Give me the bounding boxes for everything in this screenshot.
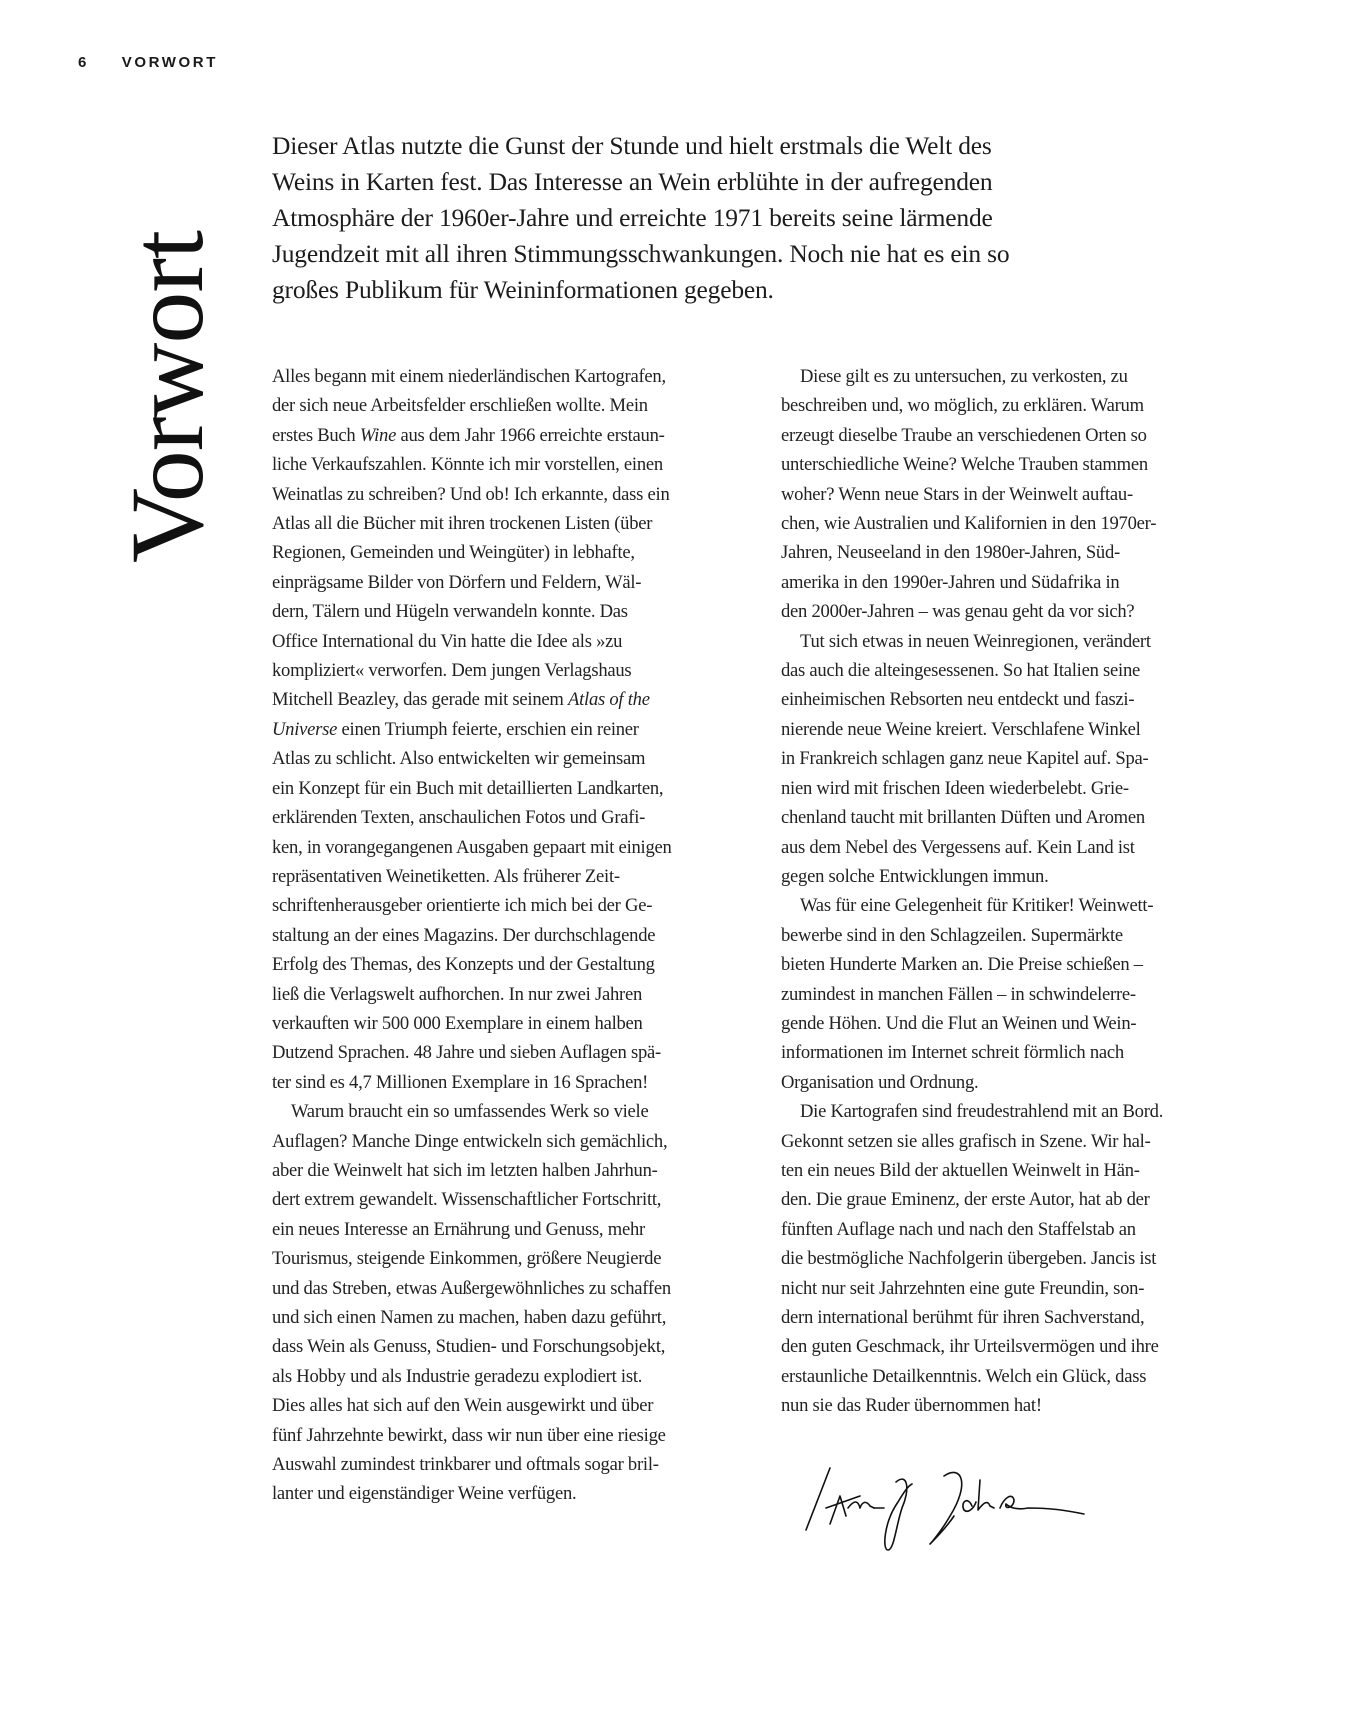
body-line: Weinatlas zu schreiben? Und ob! Ich erkannte, dass ein — [272, 483, 670, 505]
body-line: dert extrem gewandelt. Wissenschaftlicher Fortschritt, — [272, 1189, 662, 1211]
lead-line: Jugendzeit mit all ihren Stimmungsschwankungen. Noch nie hat es ein so — [272, 239, 1010, 268]
body-line: liche Verkaufszahlen. Könnte ich mir vorstellen, einen — [272, 454, 663, 476]
body-line: den 2000er-Jahren – was genau geht da vor sich? — [781, 601, 1135, 623]
lead-line: Atmosphäre der 1960er-Jahre und erreichte 1971 bereits seine lärmende — [272, 203, 993, 232]
body-line: die bestmögliche Nachfolgerin übergeben. Jancis ist — [781, 1248, 1157, 1270]
body-line: unterschiedliche Weine? Welche Trauben stammen — [781, 454, 1148, 476]
body-line: bewerbe sind in den Schlagzeilen. Supermärkte — [781, 924, 1123, 946]
body-line: chen, wie Australien und Kalifornien in den 1970er- — [781, 513, 1157, 535]
body-line: Diese gilt es zu untersuchen, zu verkosten, zu — [800, 366, 1128, 387]
body-line: amerika in den 1990er-Jahren und Südafrika in — [781, 571, 1120, 593]
body-line: erstaunliche Detailkenntnis. Welch ein Glück, dass — [781, 1365, 1147, 1387]
body-line: repräsentativen Weinetiketten. Als früherer Zeit- — [272, 865, 620, 887]
body-line: nien wird mit frischen Ideen wiederbelebt. Grie- — [781, 777, 1129, 799]
body-line: ken, in vorangegangenen Ausgaben gepaart mit einigen — [272, 836, 672, 858]
body-line: erzeugt dieselbe Traube an verschiedenen Orten so — [781, 424, 1147, 446]
book-title: Wine — [359, 424, 397, 446]
body-line: Was für eine Gelegenheit für Kritiker! Weinwett- — [800, 895, 1154, 917]
body-line: den. Die graue Eminenz, der erste Autor, hat ab der — [781, 1189, 1150, 1211]
body-line: Organisation und Ordnung. — [781, 1071, 979, 1093]
body-line: aber die Weinwelt hat sich im letzten halben Jahrhun- — [272, 1159, 658, 1181]
body-line: ten ein neues Bild der aktuellen Weinwelt in Hän- — [781, 1159, 1140, 1181]
body-line: einheimischen Rebsorten neu entdeckt und faszi- — [781, 689, 1135, 711]
body-line: zumindest in manchen Fällen – in schwindelerre- — [781, 983, 1136, 1005]
page-number: 6 — [78, 54, 89, 71]
body-line: dern international berühmt für ihren Sachverstand, — [781, 1307, 1145, 1328]
body-line: ein neues Interesse an Ernährung und Genuss, mehr — [272, 1218, 645, 1240]
body-line: beschreiben und, wo möglich, zu erklären. Warum — [781, 395, 1144, 417]
body-column-left — [272, 362, 754, 1509]
body-line: erstes Buch Wine aus dem Jahr 1966 erreichte erstaun- — [272, 424, 665, 446]
body-line: Tut sich etwas in neuen Weinregionen, verändert — [800, 630, 1151, 652]
section-label: VORWORT — [121, 54, 218, 71]
lead-line: Dieser Atlas nutzte die Gunst der Stunde und hielt erstmals die Welt des — [272, 131, 992, 160]
body-line: den guten Geschmack, ihr Urteilsvermögen und ihre — [781, 1336, 1159, 1358]
lead-line: großes Publikum für Weininformationen gegeben. — [272, 275, 774, 304]
body-line: Dutzend Sprachen. 48 Jahre und sieben Auflagen spä- — [272, 1042, 661, 1064]
body-line: und sich einen Namen zu machen, haben dazu geführt, — [272, 1307, 667, 1328]
body-line: staltung an der eines Magazins. Der durchschlagende — [272, 924, 656, 946]
body-line: woher? Wenn neue Stars in der Weinwelt auftau- — [781, 483, 1133, 505]
body-line: nicht nur seit Jahrzehnten eine gute Freundin, son- — [781, 1277, 1145, 1299]
body-line: Auswahl zumindest trinkbarer und oftmals sogar bril- — [272, 1454, 659, 1476]
body-line: bieten Hunderte Marken an. Die Preise schießen – — [781, 954, 1143, 976]
body-line: Tourismus, steigende Einkommen, größere Neugierde — [272, 1248, 662, 1270]
body-line: ließ die Verlagswelt aufhorchen. In nur zwei Jahren — [272, 983, 643, 1005]
body-line: als Hobby und als Industrie geradezu explodiert ist. — [272, 1365, 643, 1387]
body-line: Atlas zu schlicht. Also entwickelten wir gemeinsam — [272, 748, 646, 770]
body-line: Universe einen Triumph feierte, erschien ein reiner — [272, 718, 639, 740]
body-line: und das Streben, etwas Außergewöhnliches zu schaffen — [272, 1277, 671, 1299]
body-line: Mitchell Beazley, das gerade mit seinem Atlas of the — [272, 689, 650, 711]
signature-icon — [800, 1450, 1160, 1560]
body-line: nun sie das Ruder übernommen hat! — [781, 1395, 1042, 1417]
book-title: Atlas of the — [568, 689, 650, 711]
body-line: der sich neue Arbeitsfelder erschließen wollte. Mein — [272, 395, 648, 417]
body-line: fünften Auflage nach und nach den Staffelstab an — [781, 1218, 1136, 1240]
lead-paragraph — [272, 128, 1152, 308]
body-line: gende Höhen. Und die Flut an Weinen und Wein- — [781, 1012, 1137, 1034]
body-line: schriftenherausgeber orientierte ich mich bei der Ge- — [272, 895, 653, 917]
body-line: Regionen, Gemeinden und Weingüter) in lebhafte, — [272, 542, 635, 564]
body-line: Warum braucht ein so umfassendes Werk so viele — [291, 1101, 649, 1123]
page-title — [110, 135, 225, 565]
body-line: kompliziert« verworfen. Dem jungen Verlagshaus — [272, 660, 632, 682]
body-line: ter sind es 4,7 Millionen Exemplare in 16 Sprachen! — [272, 1071, 649, 1093]
body-line: Auflagen? Manche Dinge entwickeln sich gemächlich, — [272, 1130, 668, 1152]
book-title: Universe — [272, 718, 338, 740]
body-line: dern, Tälern und Hügeln verwandeln konnte. Das — [272, 601, 628, 623]
body-line: das auch die alteingesessenen. So hat Italien seine — [781, 660, 1140, 682]
body-line: informationen im Internet schreit förmlich nach — [781, 1042, 1124, 1064]
running-head — [78, 54, 218, 71]
body-line: Office International du Vin hatte die Idee als »zu — [272, 630, 623, 652]
body-line: Atlas all die Bücher mit ihren trockenen Listen (über — [272, 513, 653, 535]
body-line: Die Kartografen sind freudestrahlend mit an Bord. — [800, 1101, 1164, 1123]
page-title-text: Vorwort — [110, 231, 225, 563]
body-line: einprägsame Bilder von Dörfern und Feldern, Wäl- — [272, 571, 642, 593]
body-line: Erfolg des Themas, des Konzepts und der Gestaltung — [272, 954, 655, 976]
body-column-right — [781, 362, 1247, 1421]
body-line: verkauften wir 500 000 Exemplare in einem halben — [272, 1012, 643, 1034]
body-line: lanter und eigenständiger Weine verfügen. — [272, 1483, 577, 1505]
lead-line: Weins in Karten fest. Das Interesse an Wein erblühte in der aufregenden — [272, 167, 993, 196]
body-line: in Frankreich schlagen ganz neue Kapitel auf. Spa- — [781, 748, 1149, 770]
body-line: Gekonnt setzen sie alles grafisch in Szene. Wir hal- — [781, 1130, 1151, 1152]
body-line: Alles begann mit einem niederländischen Kartografen, — [272, 366, 666, 387]
body-line: ein Konzept für ein Buch mit detaillierten Landkarten, — [272, 777, 664, 799]
body-line: chenland taucht mit brillanten Düften und Aromen — [781, 807, 1145, 829]
body-line: Dies alles hat sich auf den Wein ausgewirkt und über — [272, 1395, 654, 1417]
body-line: Jahren, Neuseeland in den 1980er-Jahren, Süd- — [781, 542, 1120, 564]
body-line: erklärenden Texten, anschaulichen Fotos und Grafi- — [272, 807, 646, 829]
body-line: nierende neue Weine kreiert. Verschlafene Winkel — [781, 718, 1141, 740]
body-line: gegen solche Entwicklungen immun. — [781, 865, 1049, 887]
body-line: dass Wein als Genuss, Studien- und Forschungsobjekt, — [272, 1336, 666, 1358]
body-line: fünf Jahrzehnte bewirkt, dass wir nun über eine riesige — [272, 1424, 666, 1446]
body-line: aus dem Nebel des Vergessens auf. Kein Land ist — [781, 836, 1135, 858]
